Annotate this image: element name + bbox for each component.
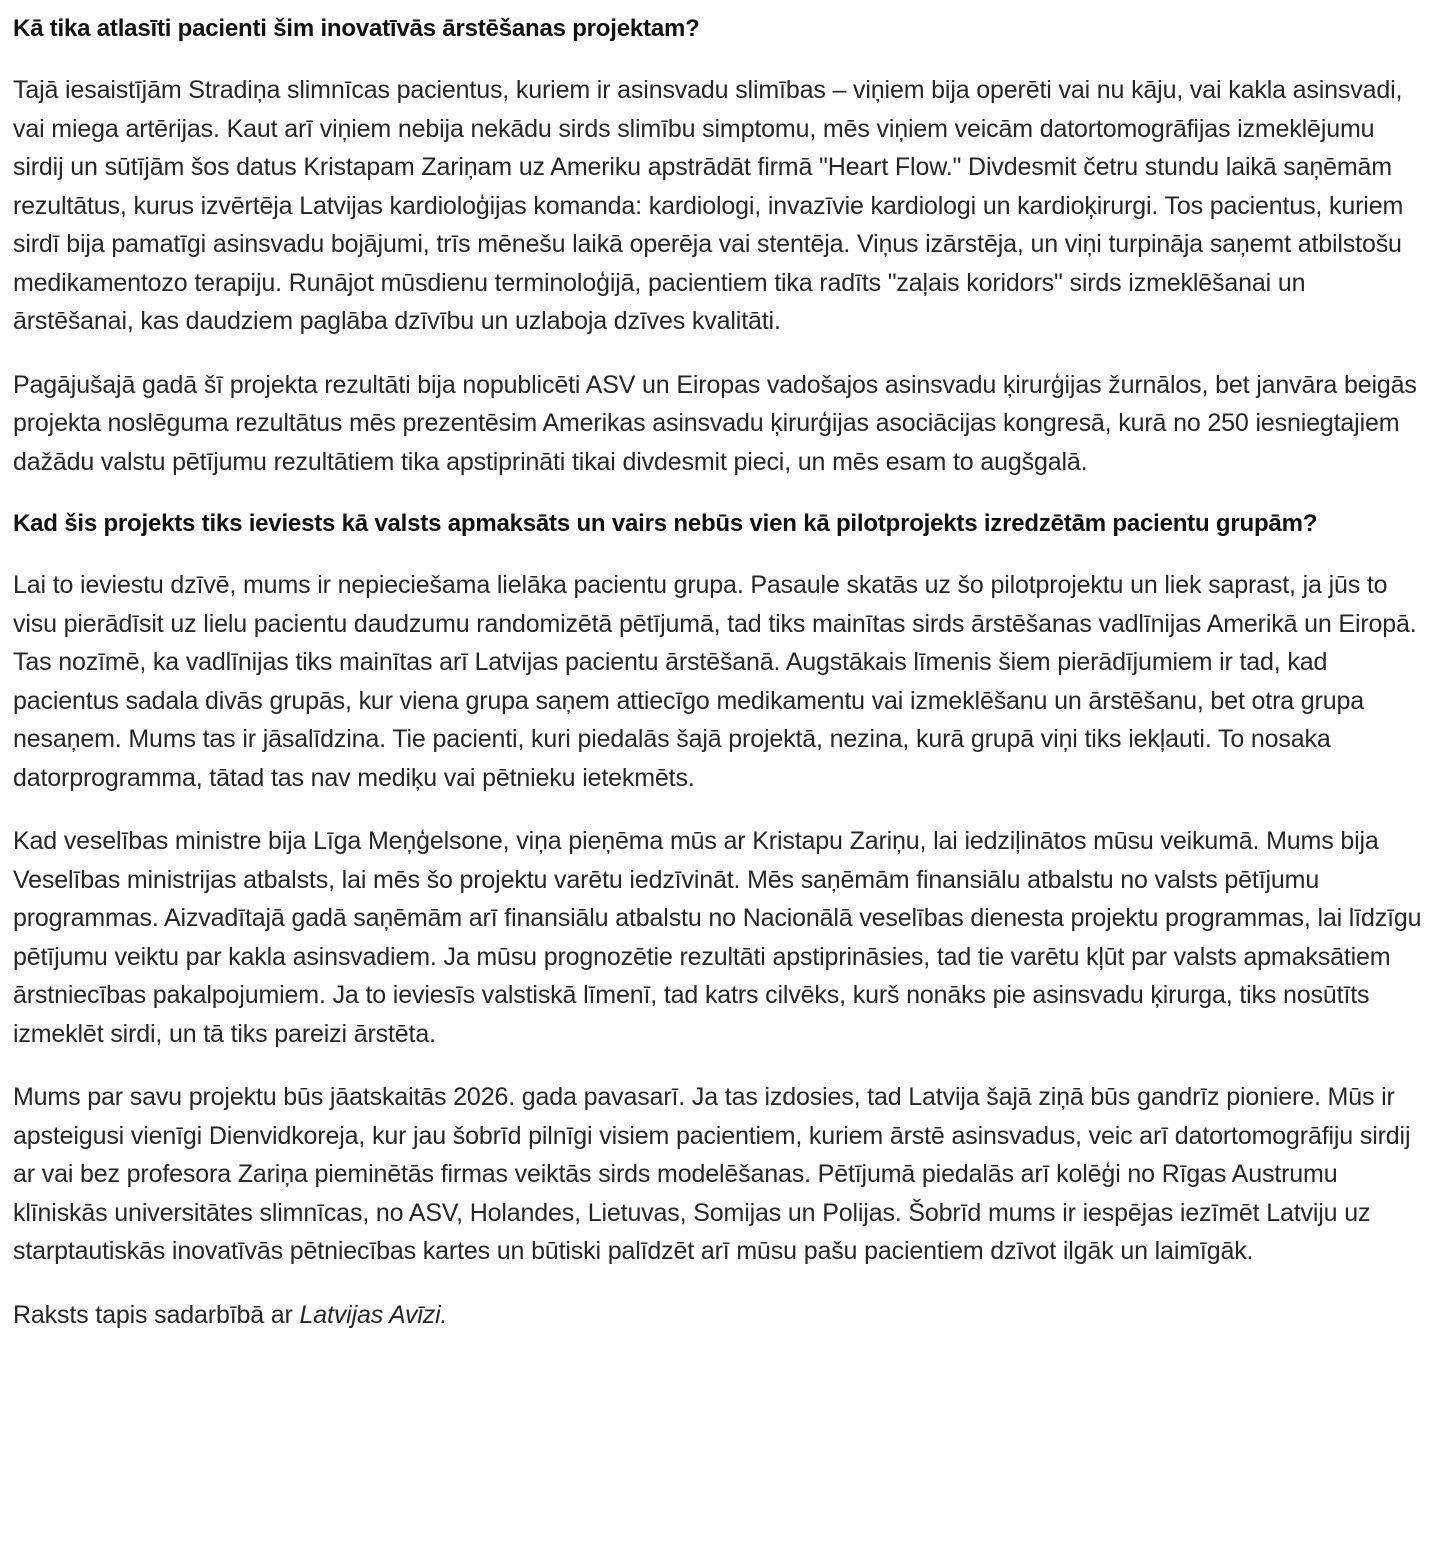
article-credit xyxy=(13,1296,1423,1335)
paragraph-project-outlook: Mums par savu projektu būs jāatskaitās 2026. gada pavasarī. Ja tas izdosies, tad Latvija šajā ziņā būs gandrīz pioniere. Mūs ir apsteigusi vienīgi Dienvidkoreja, kur jau šobrīd pilnīgi visiem pacientiem, kuriem ārstē asinsvadus, veic arī datortomogrāfiju sirdij ar vai bez profesora Zariņa pieminētās firmas veiktās sirds modelēšanas. Pētījumā piedalās arī kolēģi no Rīgas Austrumu klīniskās universitātes slimnīcas, no ASV, Holandes, Lietuvas, Somijas un Polijas. Šobrīd mums ir iespējas iezīmēt Latviju uz starptautiskās inovatīvās pētniecības kartes un būtiski palīdzēt arī mūsu pašu pacientiem dzīvot ilgāk un laimīgāk. xyxy=(13,1083,1411,1265)
paragraph-publication-results: Pagājušajā gadā šī projekta rezultāti bija nopublicēti ASV un Eiropas vadošajos asinsvadu ķirurģijas žurnālos, bet janvāra beigās projekta noslēguma rezultātus mēs prezentēsim Amerikas asinsvadu ķirurģijas asociācijas kongresā, kurā no 250 iesniegtajiem dažādu valstu pētījumu rezultātiem tika apstiprināti tikai divdesmit pieci, un mēs esam to augšgalā. xyxy=(13,370,1417,476)
paragraph-randomized-study: Lai to ieviestu dzīvē, mums ir nepieciešama lielāka pacientu grupa. Pasaule skatās uz šo pilotprojektu un liek saprast, ja jūs to visu pierādīsit uz lielu pacientu daudzumu randomizētā pētījumā, tad tiks mainītas sirds ārstēšanas vadlīnijas Amerikā un Eiropā. Tas nozīmē, ka vadlīnijas tiks mainītas arī Latvijas pacientu ārstēšanā. Augstākais līmenis šiem pierādījumiem ir tad, kad pacientus sadala divās grupās, kur viena grupa saņem attiecīgo medikamentu vai izmeklēšanu un ārstēšanu, bet otra grupa nesaņem. Mums tas ir jāsalīdzina. Tie pacienti, kuri piedalās šajā projektā, nezina, kurā grupā viņi tiks iekļauti. To nosaka datorprogramma, tātad tas nav mediķu vai pētnieku ietekmēts. xyxy=(13,571,1417,792)
paragraph-patient-selection: Tajā iesaistījām Stradiņa slimnīcas pacientus, kuriem ir asinsvadu slimības – viņiem bija operēti vai nu kāju, vai kakla asinsvadi, vai miega artērijas. Kaut arī viņiem nebija nekādu sirds slimību simptomu, mēs viņiem veicām datortomogrāfijas izmeklējumu sirdij un sūtījām šos datus Kristapam Zariņam uz Ameriku apstrādāt firmā "Heart Flow." Divdesmit četru stundu laikā saņēmām rezultātus, kurus izvērtēja Latvijas kardioloģijas komanda: kardiologi, invazīvie kardiologi un kardioķirurgi. Tos pacientus, kuriem sirdī bija pamatīgi asinsvadu bojājumi, trīs mēnešu laikā operēja vai stentēja. Viņus izārstēja, un viņi turpināja saņemt atbilstošu medikamentozo terapiju. Runājot mūsdienu terminoloģijā, pacientiem tika radīts "zaļais koridors" sirds izmeklēšanai un ārstēšanai, kas daudziem paglāba dzīvību un uzlaboja dzīves kvalitāti. xyxy=(13,76,1404,335)
paragraph-ministry-support: Kad veselības ministre bija Līga Meņģelsone, viņa pieņēma mūs ar Kristapu Zariņu, lai iedziļinātos mūsu veikumā. Mums bija Veselības ministrijas atbalsts, lai mēs šo projektu varētu iedzīvināt. Mēs saņēmām finansiālu atbalstu no valsts pētījumu programmas. Aizvadītajā gadā saņēmām arī finansiālu atbalstu no Nacionālā veselības dienesta projektu programmas, lai līdzīgu pētījumu veiktu par kakla asinsvadiem. Ja mūsu prognozētie rezultāti apstiprināsies, tad tie varētu kļūt par valsts apmaksātiem ārstniecības pakalpojumiem. Ja to ieviesīs valstiskā līmenī, tad katrs cilvēks, kurš nonāks pie asinsvadu ķirurga, tiks nosūtīts izmeklēt sirdi, un tā tiks pareizi ārstēta. xyxy=(13,827,1422,1048)
credit-prefix: Raksts tapis sadarbībā ar xyxy=(13,1300,300,1329)
article-body xyxy=(13,10,1423,1334)
section-heading-patient-selection: Kā tika atlasīti pacienti šim inovatīvās ārstēšanas projektam? xyxy=(13,15,700,42)
section-heading-state-funding: Kad šis projekts tiks ieviests kā valsts apmaksāts un vairs nebūs vien kā pilotprojekts izredzētām pacientu grupām? xyxy=(13,510,1318,537)
credit-source: Latvijas Avīzi. xyxy=(299,1300,448,1329)
